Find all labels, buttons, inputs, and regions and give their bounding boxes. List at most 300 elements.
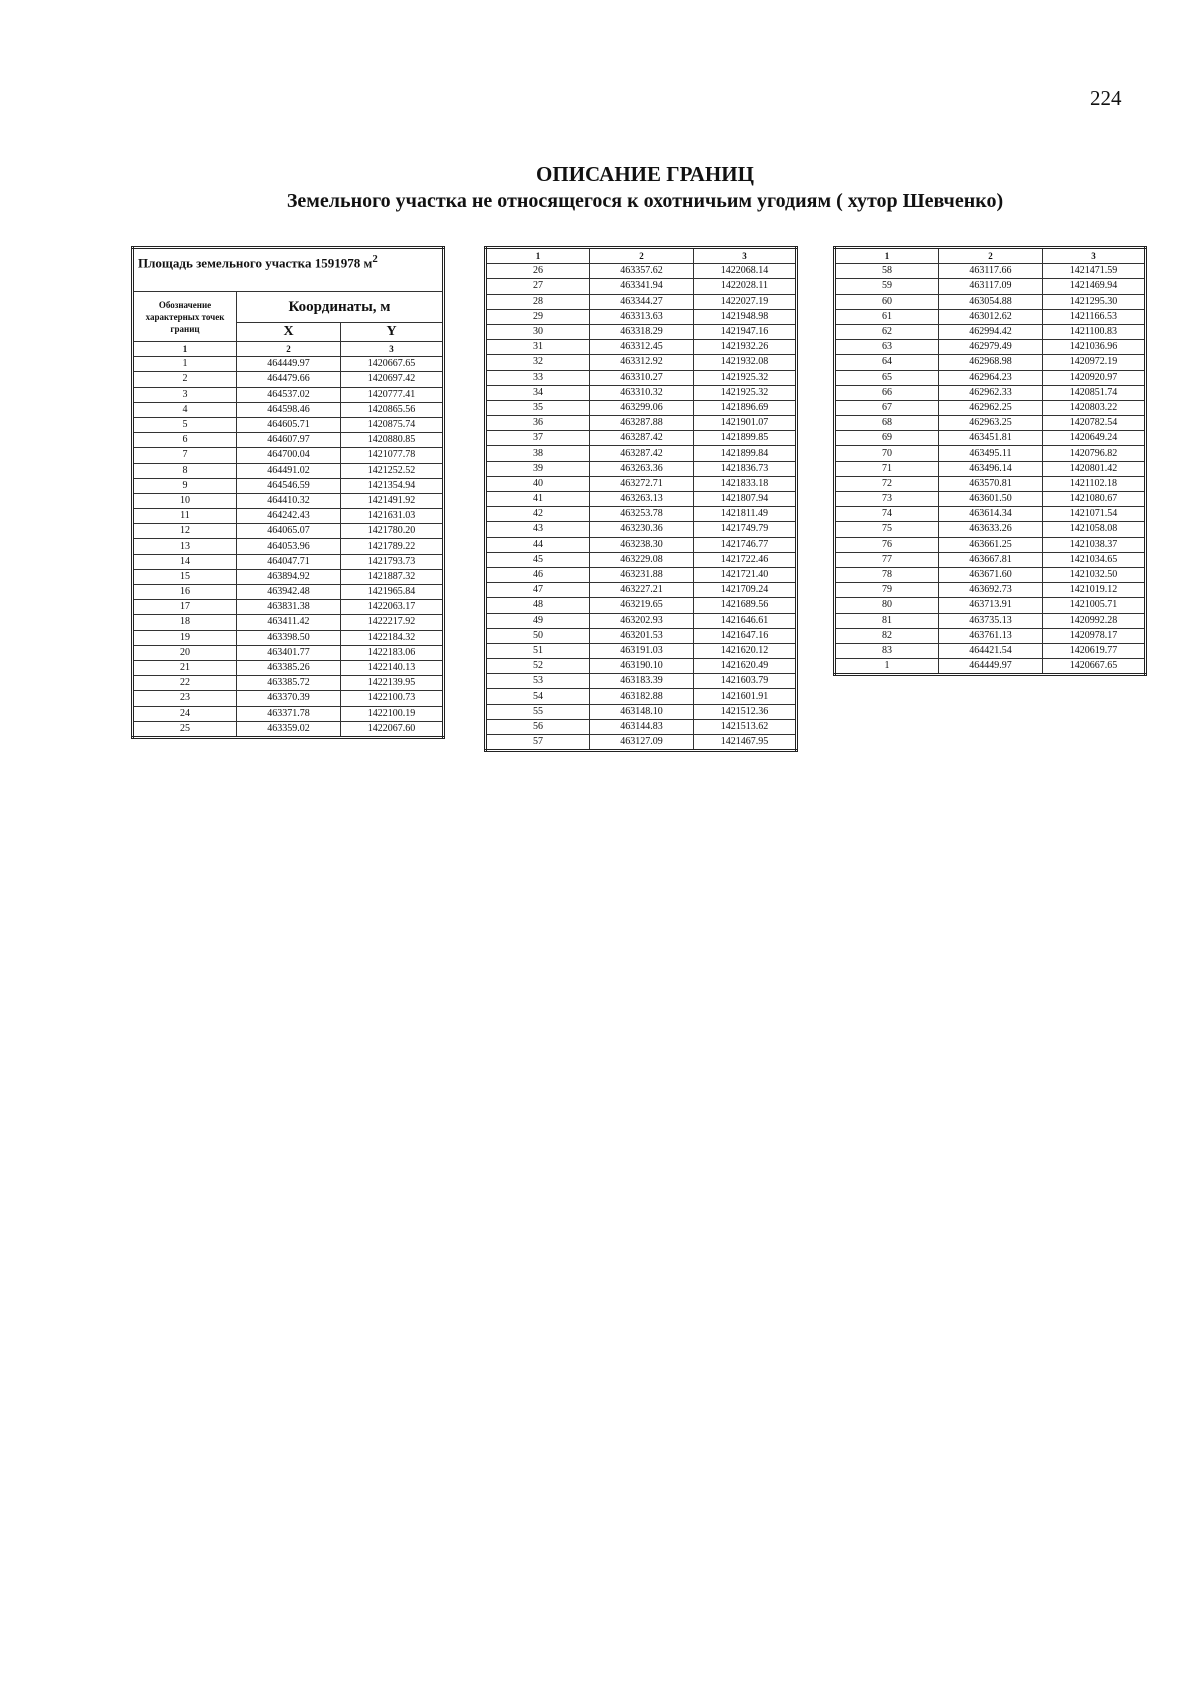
point-id: 21 (133, 660, 237, 675)
point-id: 30 (486, 324, 590, 339)
table-row (835, 537, 1146, 552)
document-title: ОПИСАНИЕ ГРАНИЦ (536, 162, 754, 186)
point-id: 3 (133, 387, 237, 402)
coord-x: 463231.88 (590, 567, 694, 582)
table-row (486, 264, 797, 279)
table-row (133, 433, 444, 448)
coord-y: 1421965.84 (341, 585, 444, 600)
table-row (133, 660, 444, 675)
coord-x: 463601.50 (939, 492, 1043, 507)
designation-header: Обозначение характерных точек границ (133, 292, 237, 342)
point-id: 52 (486, 659, 590, 674)
table-row (133, 372, 444, 387)
page-number: 224 (1090, 86, 1122, 110)
point-id: 69 (835, 431, 939, 446)
point-id: 66 (835, 385, 939, 400)
coord-y: 1421252.52 (341, 463, 444, 478)
coord-y: 1421836.73 (694, 461, 797, 476)
coord-y: 1421899.85 (694, 431, 797, 446)
coord-y: 1420875.74 (341, 417, 444, 432)
point-id: 14 (133, 554, 237, 569)
table-row (486, 279, 797, 294)
coord-y: 1421833.18 (694, 476, 797, 491)
coord-y: 1421780.20 (341, 524, 444, 539)
table-row (486, 416, 797, 431)
table-row (486, 689, 797, 704)
table-row (835, 416, 1146, 431)
point-id: 58 (835, 264, 939, 279)
table-row (835, 522, 1146, 537)
coord-x: 463227.21 (590, 583, 694, 598)
point-id: 1 (835, 659, 939, 675)
coord-y: 1421631.03 (341, 509, 444, 524)
point-id: 24 (133, 706, 237, 721)
column-number-2: 2 (590, 248, 694, 264)
coord-x: 462962.33 (939, 385, 1043, 400)
coord-x: 463344.27 (590, 294, 694, 309)
table-row (486, 704, 797, 719)
point-id: 34 (486, 385, 590, 400)
point-id: 20 (133, 645, 237, 660)
coord-x: 463313.63 (590, 309, 694, 324)
coord-x: 463411.42 (237, 615, 341, 630)
column-number-1: 1 (835, 248, 939, 264)
point-id: 75 (835, 522, 939, 537)
coord-x: 463144.83 (590, 719, 694, 734)
table-row (133, 357, 444, 372)
point-id: 81 (835, 613, 939, 628)
coord-x: 463117.09 (939, 279, 1043, 294)
table-row (835, 279, 1146, 294)
coord-y: 1421469.94 (1043, 279, 1146, 294)
coord-x: 464421.54 (939, 643, 1043, 658)
table-row (133, 539, 444, 554)
table-row (486, 461, 797, 476)
table-row (133, 463, 444, 478)
coord-y: 1422028.11 (694, 279, 797, 294)
table-row (835, 643, 1146, 658)
point-id: 46 (486, 567, 590, 582)
coord-x: 464410.32 (237, 493, 341, 508)
coord-y: 1422068.14 (694, 264, 797, 279)
point-id: 77 (835, 552, 939, 567)
point-id: 47 (486, 583, 590, 598)
coord-x: 463182.88 (590, 689, 694, 704)
table-row (133, 630, 444, 645)
table-row (133, 478, 444, 493)
coord-y: 1421603.79 (694, 674, 797, 689)
coord-x: 463310.27 (590, 370, 694, 385)
coord-y: 1421032.50 (1043, 567, 1146, 582)
coord-x: 463614.34 (939, 507, 1043, 522)
coord-y: 1421901.07 (694, 416, 797, 431)
coord-y: 1422063.17 (341, 600, 444, 615)
coord-y: 1421166.53 (1043, 309, 1146, 324)
coord-y: 1420801.42 (1043, 461, 1146, 476)
coord-y: 1421749.79 (694, 522, 797, 537)
coord-y: 1421746.77 (694, 537, 797, 552)
point-id: 39 (486, 461, 590, 476)
coord-y: 1421789.22 (341, 539, 444, 554)
coord-y: 1421620.12 (694, 643, 797, 658)
coord-x: 463219.65 (590, 598, 694, 613)
coord-y: 1422100.73 (341, 691, 444, 706)
coord-y: 1421899.84 (694, 446, 797, 461)
point-id: 26 (486, 264, 590, 279)
table-row (486, 674, 797, 689)
table-row (486, 719, 797, 734)
coord-x: 463761.13 (939, 628, 1043, 643)
point-id: 68 (835, 416, 939, 431)
table-row (835, 476, 1146, 491)
coord-y: 1422140.13 (341, 660, 444, 675)
table-row (486, 476, 797, 491)
coord-x: 462968.98 (939, 355, 1043, 370)
coord-y: 1422067.60 (341, 721, 444, 737)
table-row (133, 615, 444, 630)
point-id: 1 (133, 357, 237, 372)
coord-x: 463398.50 (237, 630, 341, 645)
table-row (835, 400, 1146, 415)
coord-y: 1422027.19 (694, 294, 797, 309)
table-row (486, 370, 797, 385)
coord-x: 463359.02 (237, 721, 341, 737)
point-id: 9 (133, 478, 237, 493)
table-row (486, 735, 797, 751)
coord-y: 1421620.49 (694, 659, 797, 674)
coord-x: 462962.25 (939, 400, 1043, 415)
coord-x: 463894.92 (237, 569, 341, 584)
point-id: 33 (486, 370, 590, 385)
column-number-3: 3 (341, 342, 444, 357)
coord-x: 463190.10 (590, 659, 694, 674)
coord-x: 463127.09 (590, 735, 694, 751)
coord-y: 1420851.74 (1043, 385, 1146, 400)
point-id: 73 (835, 492, 939, 507)
coord-x: 463287.42 (590, 431, 694, 446)
coord-y: 1421807.94 (694, 492, 797, 507)
coord-y: 1420777.41 (341, 387, 444, 402)
table-row (486, 522, 797, 537)
point-id: 17 (133, 600, 237, 615)
coord-y: 1420667.65 (341, 357, 444, 372)
point-id: 10 (133, 493, 237, 508)
table-row (486, 340, 797, 355)
coord-y: 1421721.40 (694, 567, 797, 582)
coord-x: 463054.88 (939, 294, 1043, 309)
coord-y: 1421038.37 (1043, 537, 1146, 552)
column-number-2: 2 (237, 342, 341, 357)
point-id: 72 (835, 476, 939, 491)
coord-y: 1420978.17 (1043, 628, 1146, 643)
coord-y: 1420865.56 (341, 402, 444, 417)
point-id: 22 (133, 676, 237, 691)
coord-y: 1421925.32 (694, 370, 797, 385)
table-row (133, 706, 444, 721)
coord-x: 463287.42 (590, 446, 694, 461)
coord-y: 1421601.91 (694, 689, 797, 704)
point-id: 42 (486, 507, 590, 522)
table-row (133, 676, 444, 691)
coord-y: 1420803.22 (1043, 400, 1146, 415)
coord-x: 463229.08 (590, 552, 694, 567)
point-id: 7 (133, 448, 237, 463)
coord-y: 1421709.24 (694, 583, 797, 598)
coord-x: 463117.66 (939, 264, 1043, 279)
table-row (835, 355, 1146, 370)
table-row (835, 659, 1146, 675)
coord-x: 463312.92 (590, 355, 694, 370)
coord-x: 463191.03 (590, 643, 694, 658)
table-row (835, 613, 1146, 628)
area-label: Площадь земельного участка 1591978 $м^2$ (133, 248, 444, 292)
table-row (835, 264, 1146, 279)
table-row (835, 294, 1146, 309)
point-id: 19 (133, 630, 237, 645)
coord-y: 1420796.82 (1043, 446, 1146, 461)
coord-y: 1422217.92 (341, 615, 444, 630)
coord-x: 464537.02 (237, 387, 341, 402)
coord-x: 463496.14 (939, 461, 1043, 476)
point-id: 78 (835, 567, 939, 582)
coord-x: 463263.13 (590, 492, 694, 507)
coord-y: 1420667.65 (1043, 659, 1146, 675)
coord-y: 1422184.32 (341, 630, 444, 645)
coord-y: 1421100.83 (1043, 324, 1146, 339)
coord-y: 1421947.16 (694, 324, 797, 339)
point-id: 40 (486, 476, 590, 491)
point-id: 54 (486, 689, 590, 704)
point-id: 82 (835, 628, 939, 643)
table-row (486, 400, 797, 415)
coord-x: 463357.62 (590, 264, 694, 279)
table-row (486, 324, 797, 339)
coord-x: 463371.78 (237, 706, 341, 721)
coord-x: 463942.48 (237, 585, 341, 600)
point-id: 70 (835, 446, 939, 461)
coord-y: 1421932.08 (694, 355, 797, 370)
table-row (486, 659, 797, 674)
coord-y: 1421071.54 (1043, 507, 1146, 522)
point-id: 83 (835, 643, 939, 658)
coord-x: 463238.30 (590, 537, 694, 552)
coord-x: 463312.45 (590, 340, 694, 355)
point-id: 27 (486, 279, 590, 294)
table-row (486, 628, 797, 643)
coord-x: 463570.81 (939, 476, 1043, 491)
table-row (133, 569, 444, 584)
table-row (486, 446, 797, 461)
coord-y: 1421932.26 (694, 340, 797, 355)
coord-x: 463713.91 (939, 598, 1043, 613)
point-id: 67 (835, 400, 939, 415)
point-id: 4 (133, 402, 237, 417)
coord-y: 1421689.56 (694, 598, 797, 613)
column-number-2: 2 (939, 248, 1043, 264)
point-id: 76 (835, 537, 939, 552)
table-row (133, 691, 444, 706)
coord-y: 1420782.54 (1043, 416, 1146, 431)
coord-x: 464065.07 (237, 524, 341, 539)
point-id: 5 (133, 417, 237, 432)
coord-y: 1421295.30 (1043, 294, 1146, 309)
point-id: 55 (486, 704, 590, 719)
table-row (835, 324, 1146, 339)
coord-x: 463263.36 (590, 461, 694, 476)
table-row (486, 309, 797, 324)
coord-y: 1421793.73 (341, 554, 444, 569)
coord-y: 1421513.62 (694, 719, 797, 734)
area-unit-superscript: 2 (372, 253, 378, 265)
point-id: 28 (486, 294, 590, 309)
point-id: 64 (835, 355, 939, 370)
table-row (835, 507, 1146, 522)
point-id: 51 (486, 643, 590, 658)
coord-x: 463735.13 (939, 613, 1043, 628)
coord-y: 1421647.16 (694, 628, 797, 643)
point-id: 18 (133, 615, 237, 630)
table-row (486, 294, 797, 309)
point-id: 61 (835, 309, 939, 324)
table-row (486, 552, 797, 567)
coord-x: 463401.77 (237, 645, 341, 660)
point-id: 23 (133, 691, 237, 706)
point-id: 53 (486, 674, 590, 689)
point-id: 45 (486, 552, 590, 567)
coord-x: 462994.42 (939, 324, 1043, 339)
coord-y: 1421058.08 (1043, 522, 1146, 537)
coord-x: 463318.29 (590, 324, 694, 339)
table-row (133, 585, 444, 600)
table-row (835, 309, 1146, 324)
point-id: 25 (133, 721, 237, 737)
point-id: 43 (486, 522, 590, 537)
table-row (835, 431, 1146, 446)
point-id: 60 (835, 294, 939, 309)
point-id: 6 (133, 433, 237, 448)
point-id: 37 (486, 431, 590, 446)
table-row (835, 628, 1146, 643)
coord-y: 1421034.65 (1043, 552, 1146, 567)
table-row (835, 370, 1146, 385)
table-row (835, 446, 1146, 461)
table-row (486, 507, 797, 522)
coord-x: 464047.71 (237, 554, 341, 569)
coord-x: 463148.10 (590, 704, 694, 719)
point-id: 11 (133, 509, 237, 524)
coord-x: 464479.66 (237, 372, 341, 387)
table-row (133, 402, 444, 417)
point-id: 57 (486, 735, 590, 751)
coord-y: 1420880.85 (341, 433, 444, 448)
coord-x: 463667.81 (939, 552, 1043, 567)
table-row (835, 492, 1146, 507)
coord-y: 1420697.42 (341, 372, 444, 387)
point-id: 8 (133, 463, 237, 478)
column-number-3: 3 (1043, 248, 1146, 264)
column-number-1: 1 (486, 248, 590, 264)
point-id: 2 (133, 372, 237, 387)
coord-x: 462964.23 (939, 370, 1043, 385)
coord-x: 463385.72 (237, 676, 341, 691)
coord-x: 463202.93 (590, 613, 694, 628)
coord-x: 463671.60 (939, 567, 1043, 582)
coord-x: 463183.39 (590, 674, 694, 689)
point-id: 59 (835, 279, 939, 294)
table-row (486, 583, 797, 598)
document-subtitle: Земельного участка не относящегося к охотничьим угодиям ( хутор Шевченко) (286, 190, 1004, 212)
table-row (133, 600, 444, 615)
coord-y: 1420619.77 (1043, 643, 1146, 658)
coord-x: 463451.81 (939, 431, 1043, 446)
point-id: 80 (835, 598, 939, 613)
coord-y: 1421471.59 (1043, 264, 1146, 279)
coord-x: 463370.39 (237, 691, 341, 706)
point-id: 48 (486, 598, 590, 613)
coord-x: 463253.78 (590, 507, 694, 522)
coord-x: 464242.43 (237, 509, 341, 524)
table-row (486, 492, 797, 507)
table-row (835, 552, 1146, 567)
coord-x: 463831.38 (237, 600, 341, 615)
point-id: 16 (133, 585, 237, 600)
coordinates-table-2 (484, 246, 798, 752)
coord-y: 1421722.46 (694, 552, 797, 567)
point-id: 36 (486, 416, 590, 431)
table-row (835, 461, 1146, 476)
coord-y: 1421896.69 (694, 400, 797, 415)
point-id: 62 (835, 324, 939, 339)
table-row (133, 721, 444, 737)
coord-x: 464605.71 (237, 417, 341, 432)
point-id: 13 (133, 539, 237, 554)
coord-x: 462979.49 (939, 340, 1043, 355)
coordinates-header: Координаты, м (237, 292, 444, 323)
coord-x: 464053.96 (237, 539, 341, 554)
coord-y: 1421925.32 (694, 385, 797, 400)
point-id: 12 (133, 524, 237, 539)
coord-x: 464598.46 (237, 402, 341, 417)
point-id: 32 (486, 355, 590, 370)
point-id: 31 (486, 340, 590, 355)
point-id: 15 (133, 569, 237, 584)
coord-x: 464700.04 (237, 448, 341, 463)
table-row (133, 524, 444, 539)
coord-x: 464546.59 (237, 478, 341, 493)
point-id: 50 (486, 628, 590, 643)
table-row (133, 554, 444, 569)
coord-x: 464491.02 (237, 463, 341, 478)
coord-x: 463287.88 (590, 416, 694, 431)
coord-x: 464449.97 (237, 357, 341, 372)
coord-y: 1420920.97 (1043, 370, 1146, 385)
coord-x: 463692.73 (939, 583, 1043, 598)
coord-x: 463272.71 (590, 476, 694, 491)
table-row (133, 387, 444, 402)
coord-x: 462963.25 (939, 416, 1043, 431)
table-row (486, 385, 797, 400)
table-row (486, 598, 797, 613)
column-number-1: 1 (133, 342, 237, 357)
point-id: 71 (835, 461, 939, 476)
coord-x: 463661.25 (939, 537, 1043, 552)
table-row (133, 417, 444, 432)
coord-y: 1421811.49 (694, 507, 797, 522)
table-row (133, 509, 444, 524)
y-header: Y (341, 323, 444, 342)
table-row (486, 567, 797, 582)
table-row (133, 493, 444, 508)
